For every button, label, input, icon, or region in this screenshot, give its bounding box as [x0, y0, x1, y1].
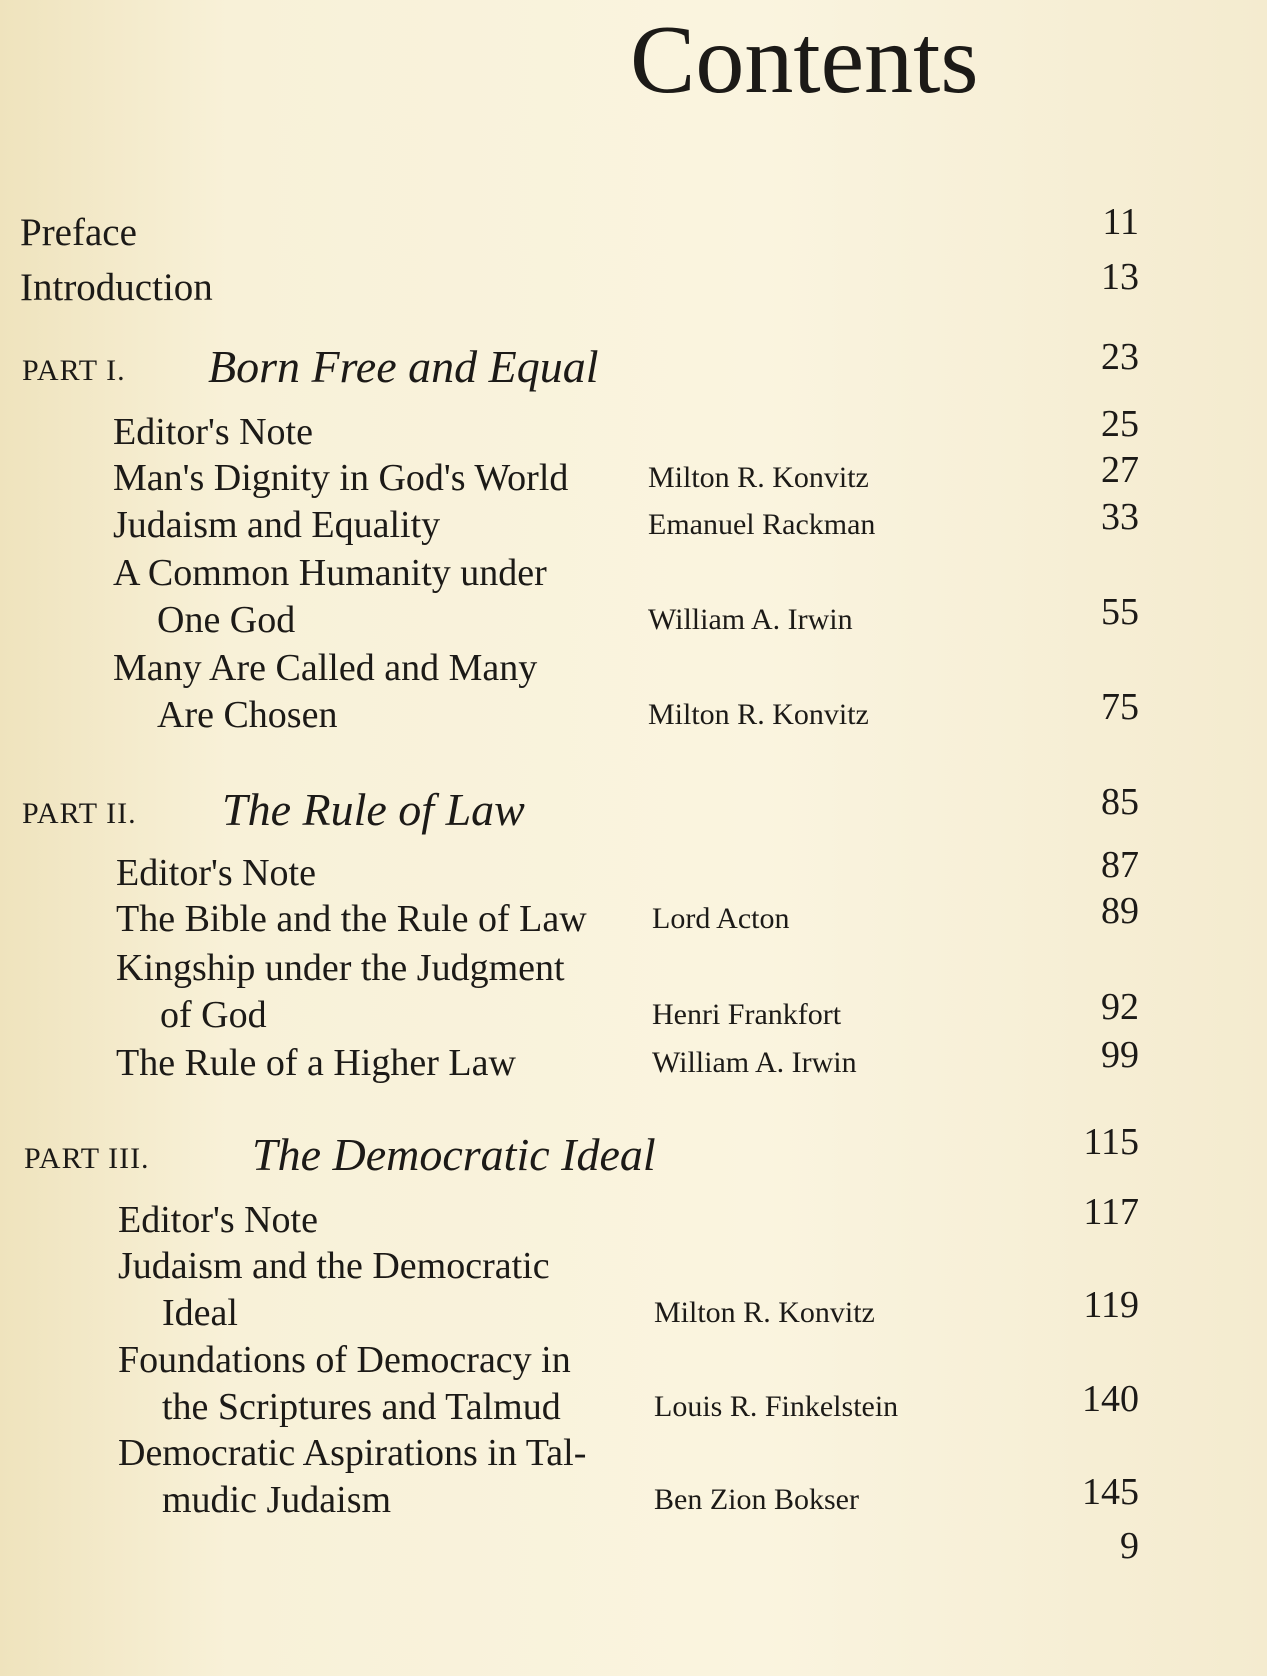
page-number: 11 — [1102, 201, 1139, 243]
toc-entry-title: One God — [157, 599, 296, 641]
toc-entry-title: mudic Judaism — [162, 1479, 392, 1521]
toc-front-preface: Preface — [20, 211, 137, 254]
page-number: 13 — [1101, 256, 1139, 298]
toc-entry-author: Emanuel Rackman — [648, 508, 876, 541]
toc-entry-author: Louis R. Finkelstein — [654, 1390, 899, 1423]
page-number: 92 — [1101, 986, 1139, 1028]
toc-entry-title: Judaism and Equality — [113, 504, 441, 546]
toc-front-introduction: Introduction — [20, 266, 213, 309]
page-number: 99 — [1101, 1034, 1139, 1076]
toc-entry-title: Kingship under the Judgment — [116, 947, 565, 989]
page-number: 89 — [1101, 890, 1139, 932]
page-title: Contents — [630, 6, 979, 114]
toc-entry-author: Lord Acton — [652, 902, 790, 935]
toc-entry-author: William A. Irwin — [652, 1046, 857, 1079]
toc-entry-title: the Scriptures and Talmud — [162, 1386, 561, 1428]
page-number: 115 — [1083, 1121, 1139, 1163]
toc-entry-title: Foundations of Democracy in — [118, 1339, 571, 1381]
toc-entry-author: Milton R. Konvitz — [648, 698, 869, 731]
toc-entry-title: Judaism and the Democratic — [118, 1245, 550, 1287]
toc-entry-title: A Common Humanity under — [113, 552, 547, 594]
part-title: The Democratic Ideal — [252, 1129, 656, 1180]
page-number: 23 — [1101, 336, 1139, 378]
page-number: 85 — [1101, 781, 1139, 823]
page-number: 140 — [1082, 1378, 1139, 1420]
page-number: 145 — [1082, 1471, 1139, 1513]
toc-entry-title: Editor's Note — [118, 1199, 318, 1241]
part-label: PART III. — [24, 1142, 150, 1175]
toc-entry-author: Milton R. Konvitz — [648, 461, 869, 494]
toc-entry-title: of God — [160, 994, 267, 1036]
page-number: 119 — [1083, 1284, 1139, 1326]
page-number: 75 — [1101, 686, 1139, 728]
toc-entry-title: Editor's Note — [116, 852, 316, 894]
toc-entry-title: The Bible and the Rule of Law — [116, 898, 587, 940]
toc-entry-title: The Rule of a Higher Law — [116, 1042, 516, 1084]
toc-entry-title: Man's Dignity in God's World — [113, 457, 569, 499]
page-number: 117 — [1083, 1191, 1139, 1233]
toc-entry-author: William A. Irwin — [648, 603, 853, 636]
part-label: PART I. — [22, 354, 126, 387]
toc-entry-title: Are Chosen — [157, 694, 338, 736]
page-number: 55 — [1101, 591, 1139, 633]
page-number: 87 — [1101, 844, 1139, 886]
toc-entry-author: Milton R. Konvitz — [654, 1296, 875, 1329]
toc-entry-title: Many Are Called and Many — [113, 647, 538, 689]
toc-entry-title: Democratic Aspirations in Tal- — [118, 1432, 587, 1474]
toc-entry-author: Henri Frankfort — [652, 998, 842, 1031]
page-number: 33 — [1101, 496, 1139, 538]
folio-number: 9 — [1120, 1525, 1139, 1567]
toc-entry-title: Editor's Note — [113, 411, 313, 453]
part-title: The Rule of Law — [222, 784, 525, 835]
part-label: PART II. — [22, 797, 137, 830]
page-number: 25 — [1101, 403, 1139, 445]
part-title: Born Free and Equal — [208, 341, 599, 392]
toc-entry-author: Ben Zion Bokser — [654, 1483, 859, 1516]
toc-entry-title: Ideal — [162, 1292, 238, 1334]
page-number: 27 — [1101, 449, 1139, 491]
